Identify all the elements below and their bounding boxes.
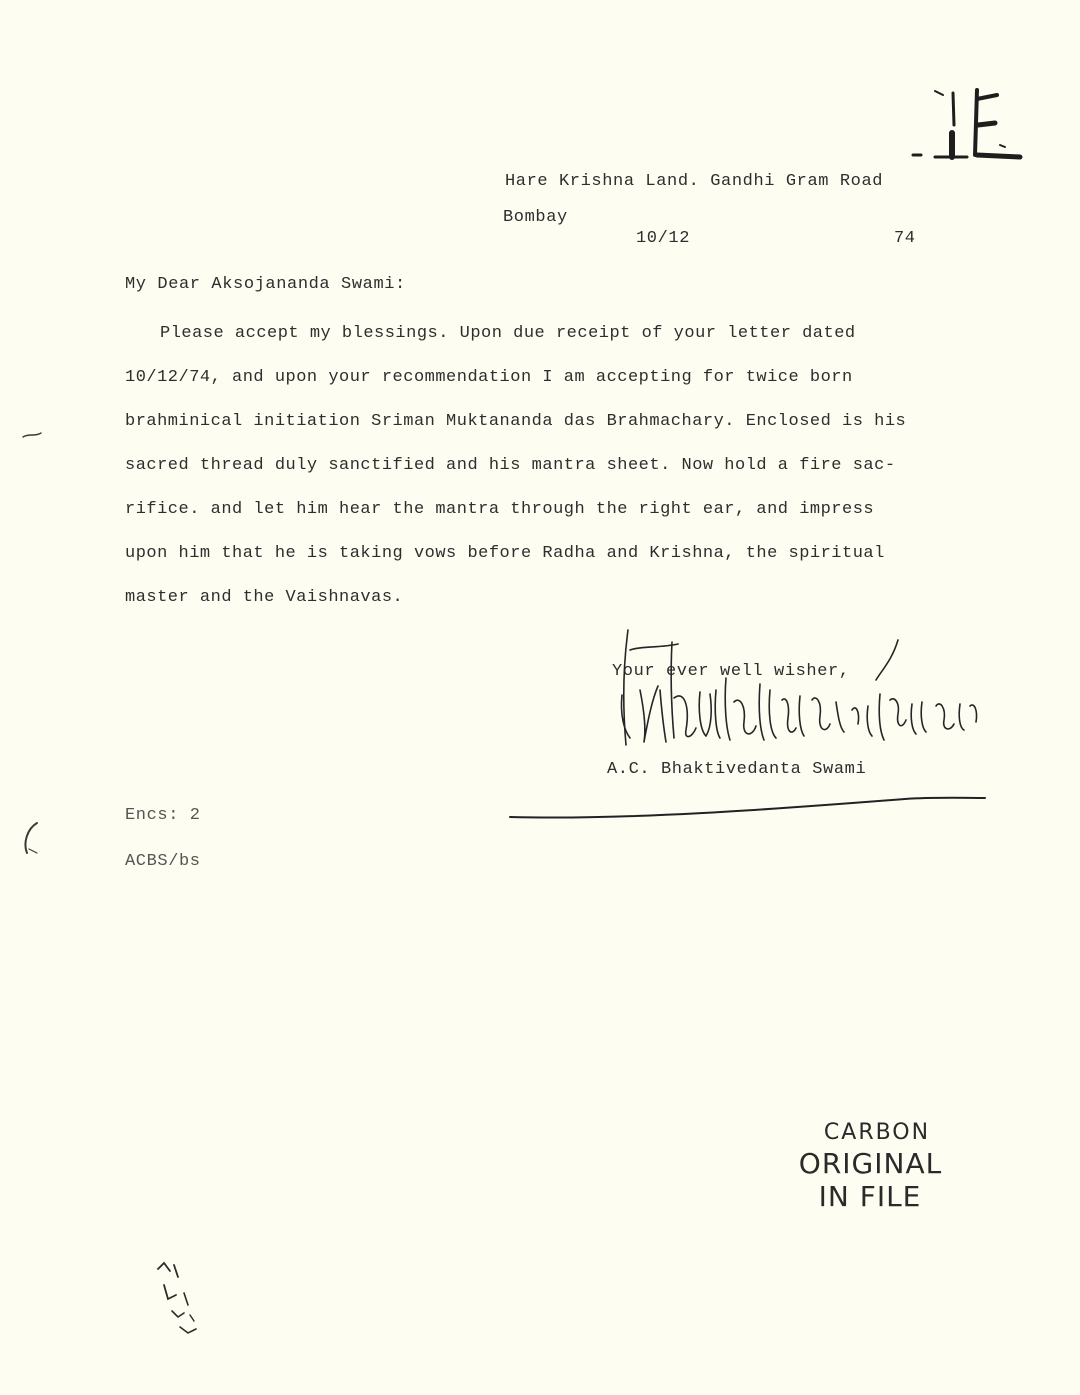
stamp-original: ORIGINAL	[798, 1147, 943, 1180]
address-line-2: Bombay	[503, 208, 568, 227]
reference-initials: ACBS/bs	[125, 852, 201, 871]
signature-underline-icon	[505, 790, 990, 825]
file-mark-icon	[905, 85, 1035, 165]
body-line: upon him that he is taking vows before Radha and Krishna, the spiritual	[125, 544, 885, 563]
faded-stamp-icon	[150, 1255, 220, 1340]
body-line: rifice. and let him hear the mantra through the right ear, and impress	[125, 500, 875, 519]
body-line: brahminical initiation Sriman Muktananda das Brahmachary. Enclosed is his	[125, 412, 907, 431]
body-line: Please accept my blessings. Upon due receipt of your letter dated	[160, 324, 856, 343]
letter-year: 74	[894, 229, 916, 248]
closing-line: Your ever well wisher,	[612, 662, 850, 681]
letter-date: 10/12	[636, 229, 691, 248]
salutation: My Dear Aksojananda Swami:	[125, 275, 406, 294]
body-line: master and the Vaishnavas.	[125, 588, 404, 607]
signer-name: A.C. Bhaktivedanta Swami	[607, 760, 867, 779]
address-line-1: Hare Krishna Land. Gandhi Gram Road	[505, 172, 884, 191]
stamp-in-file: IN FILE	[818, 1180, 922, 1213]
margin-mark-icon	[15, 425, 55, 865]
enclosures-note: Encs: 2	[125, 806, 201, 825]
stamp-carbon: CARBON	[823, 1120, 931, 1145]
letter-body	[125, 312, 955, 620]
body-line: sacred thread duly sanctified and his mantra sheet. Now hold a fire sac-	[125, 456, 896, 475]
body-line: 10/12/74, and upon your recommendation I am accepting for twice born	[125, 368, 853, 387]
signature-icon	[600, 620, 990, 760]
